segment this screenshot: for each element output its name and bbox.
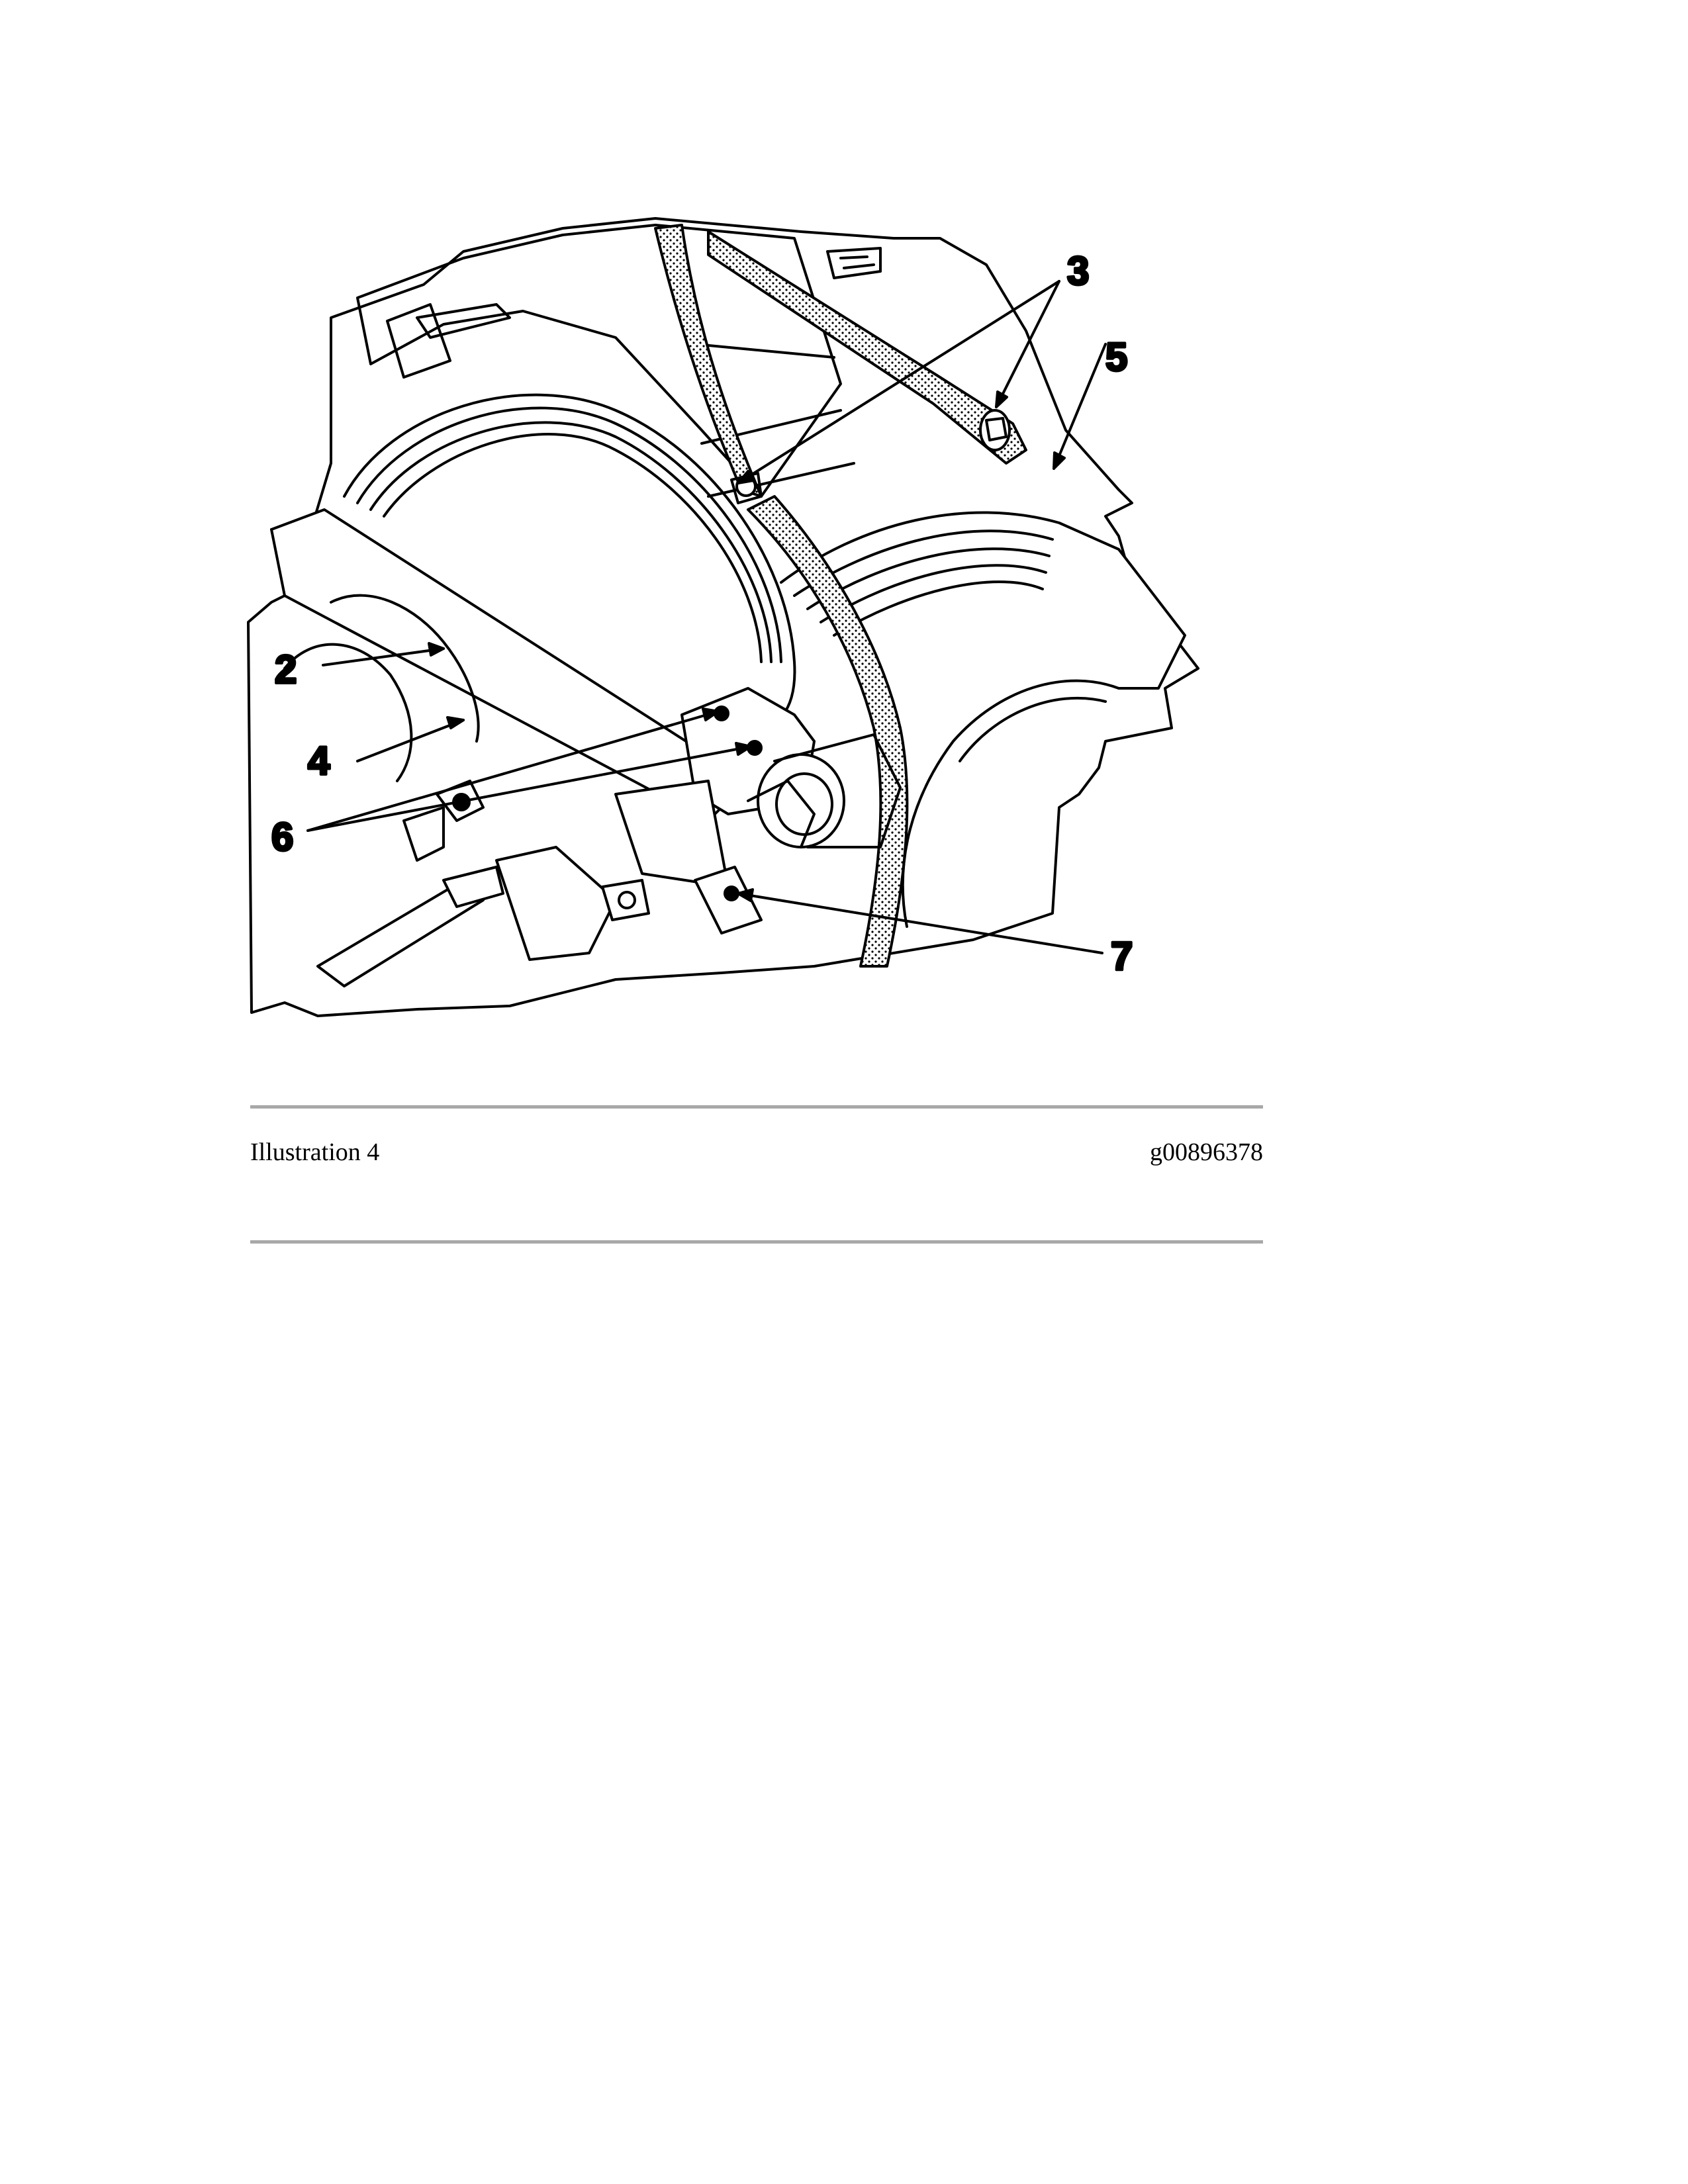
- callout-5: 5: [1105, 335, 1128, 379]
- callout-6: 6: [271, 815, 294, 859]
- callout-2: 2: [275, 647, 297, 692]
- figure-caption: Illustration 4: [250, 1138, 380, 1166]
- engine-illustration: [245, 212, 1238, 1019]
- caption-bottom-rule: [250, 1240, 1263, 1244]
- caption-top-rule: [250, 1105, 1263, 1109]
- figure-id: g00896378: [1150, 1138, 1263, 1166]
- callout-7: 7: [1111, 934, 1133, 978]
- callout-3: 3: [1067, 249, 1090, 293]
- callout-4: 4: [308, 739, 330, 783]
